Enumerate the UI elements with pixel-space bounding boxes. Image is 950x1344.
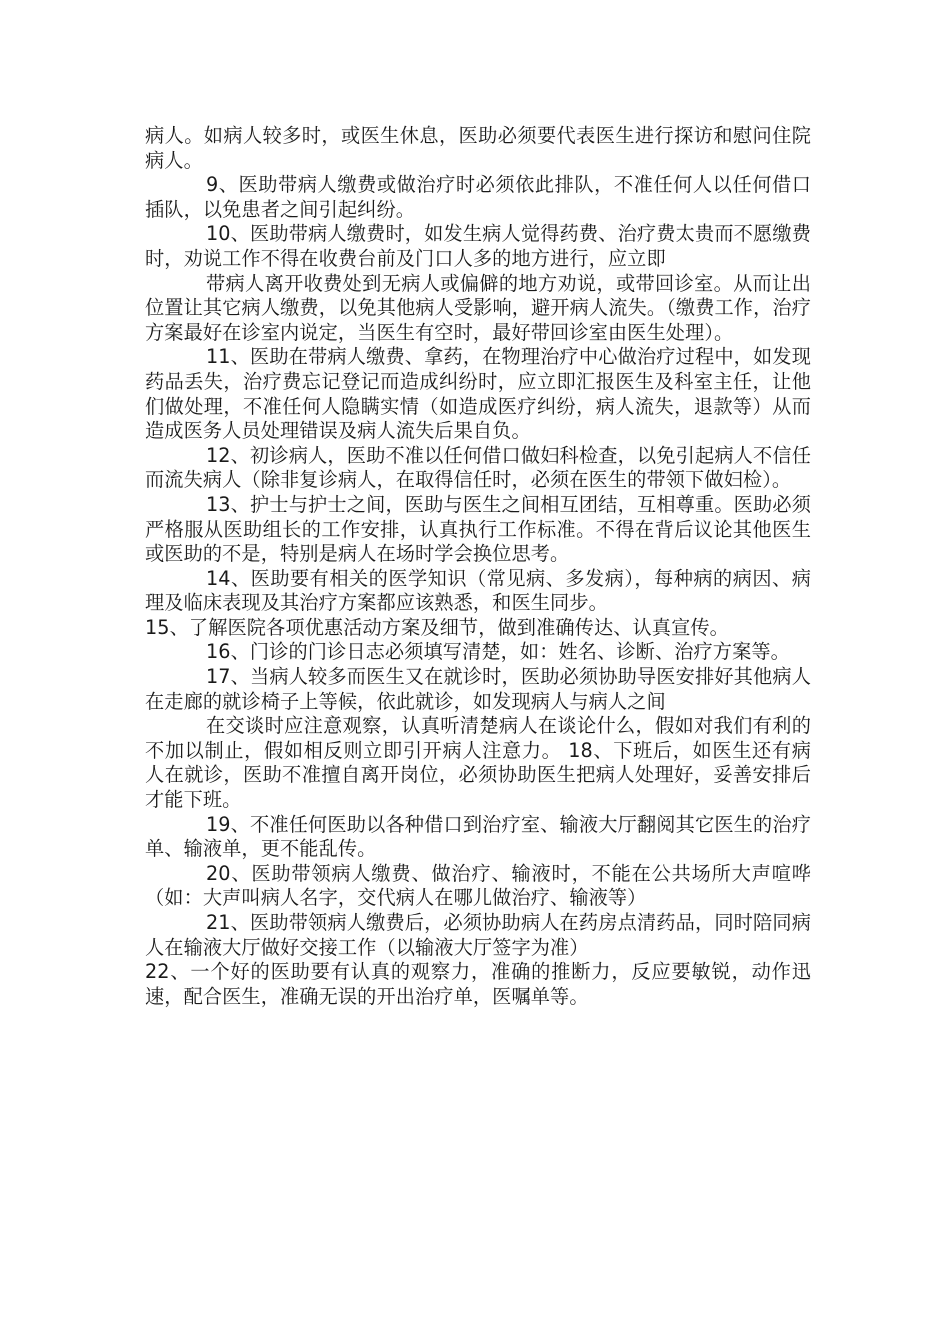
- paragraph-11: 11、医助在带病人缴费、拿药，在物理治疗中心做治疗过程中，如发现药品丢失，治疗费忘记登记而造成纠纷时，应立即汇报医生及科室主任，让他们做处理，不准任何人隐瞒实情（如造成医疗纠纷，病人流失，退款等）从而造成医务人员处理错误及病人流失后果自负。: [145, 345, 811, 443]
- paragraph-22: 22、一个好的医助要有认真的观察力，准确的推断力，反应要敏锐，动作迅速，配合医生，准确无误的开出治疗单，医嘱单等。: [145, 960, 811, 1008]
- paragraph-19: 19、不准任何医助以各种借口到治疗室、输液大厅翻阅其它医生的治疗单、输液单，更不能乱传。: [145, 812, 811, 861]
- paragraph-8-continuation: 病人。如病人较多时，或医生休息，医助必须要代表医生进行探访和慰问住院病人。: [145, 124, 811, 172]
- paragraph-17-continuation: 在交谈时应注意观察，认真听清楚病人在谈论什么，假如对我们有利的不加以制止，假如相反则立即引开病人注意力。 18、下班后，如医生还有病人在就诊，医助不准擅自离开岗位，必须协助医生把病人处理好，妥善安排后才能下班。: [145, 714, 811, 812]
- paragraph-10-continuation: 带病人离开收费处到无病人或偏僻的地方劝说，或带回诊室。从而让出位置让其它病人缴费，以免其他病人受影响，避开病人流失。（缴费工作，治疗方案最好在诊室内说定，当医生有空时，最好带回诊室由医生处理）。: [145, 271, 811, 344]
- paragraph-9: 9、医助带病人缴费或做治疗时必须依此排队，不准任何人以任何借口插队，以免患者之间引起纠纷。: [145, 173, 811, 221]
- paragraph-17: 17、当病人较多而医生又在就诊时，医助必须协助导医安排好其他病人在走廊的就诊椅子上等候，依此就诊，如发现病人与病人之间: [145, 665, 811, 713]
- document-body: [145, 124, 811, 1009]
- paragraph-15: 15、了解医院各项优惠活动方案及细节，做到准确传达、认真宣传。: [145, 615, 729, 639]
- paragraph-21: 21、医助带领病人缴费后，必须协助病人在药房点清药品，同时陪同病人在输液大厅做好交接工作（以输液大厅签字为准）: [145, 911, 811, 959]
- paragraph-10: 10、医助带病人缴费时，如发生病人觉得药费、治疗费太贵而不愿缴费时，劝说工作不得在收费台前及门口人多的地方进行，应立即: [145, 222, 811, 270]
- paragraph-13: 13、护士与护士之间，医助与医生之间相互团结，互相尊重。医助必须严格服从医助组长的工作安排，认真执行工作标准。不得在背后议论其他医生或医助的不是，特别是病人在场时学会换位思考。: [145, 492, 811, 566]
- paragraph-14: 14、医助要有相关的医学知识（常见病、多发病），每种病的病因、病理及临床表现及其治疗方案都应该熟悉，和医生同步。: [145, 566, 811, 615]
- paragraph-20: 20、医助带领病人缴费、做治疗、输液时，不能在公共场所大声喧哗（如：大声叫病人名字，交代病人在哪儿做治疗、输液等）: [145, 861, 811, 910]
- paragraph-16: 16、门诊的门诊日志必须填写清楚，如：姓名、诊断、治疗方案等。: [206, 640, 790, 664]
- paragraph-12: 12、初诊病人，医助不准以任何借口做妇科检查，以免引起病人不信任而流失病人（除非复诊病人，在取得信任时，必须在医生的带领下做妇检）。: [145, 443, 811, 492]
